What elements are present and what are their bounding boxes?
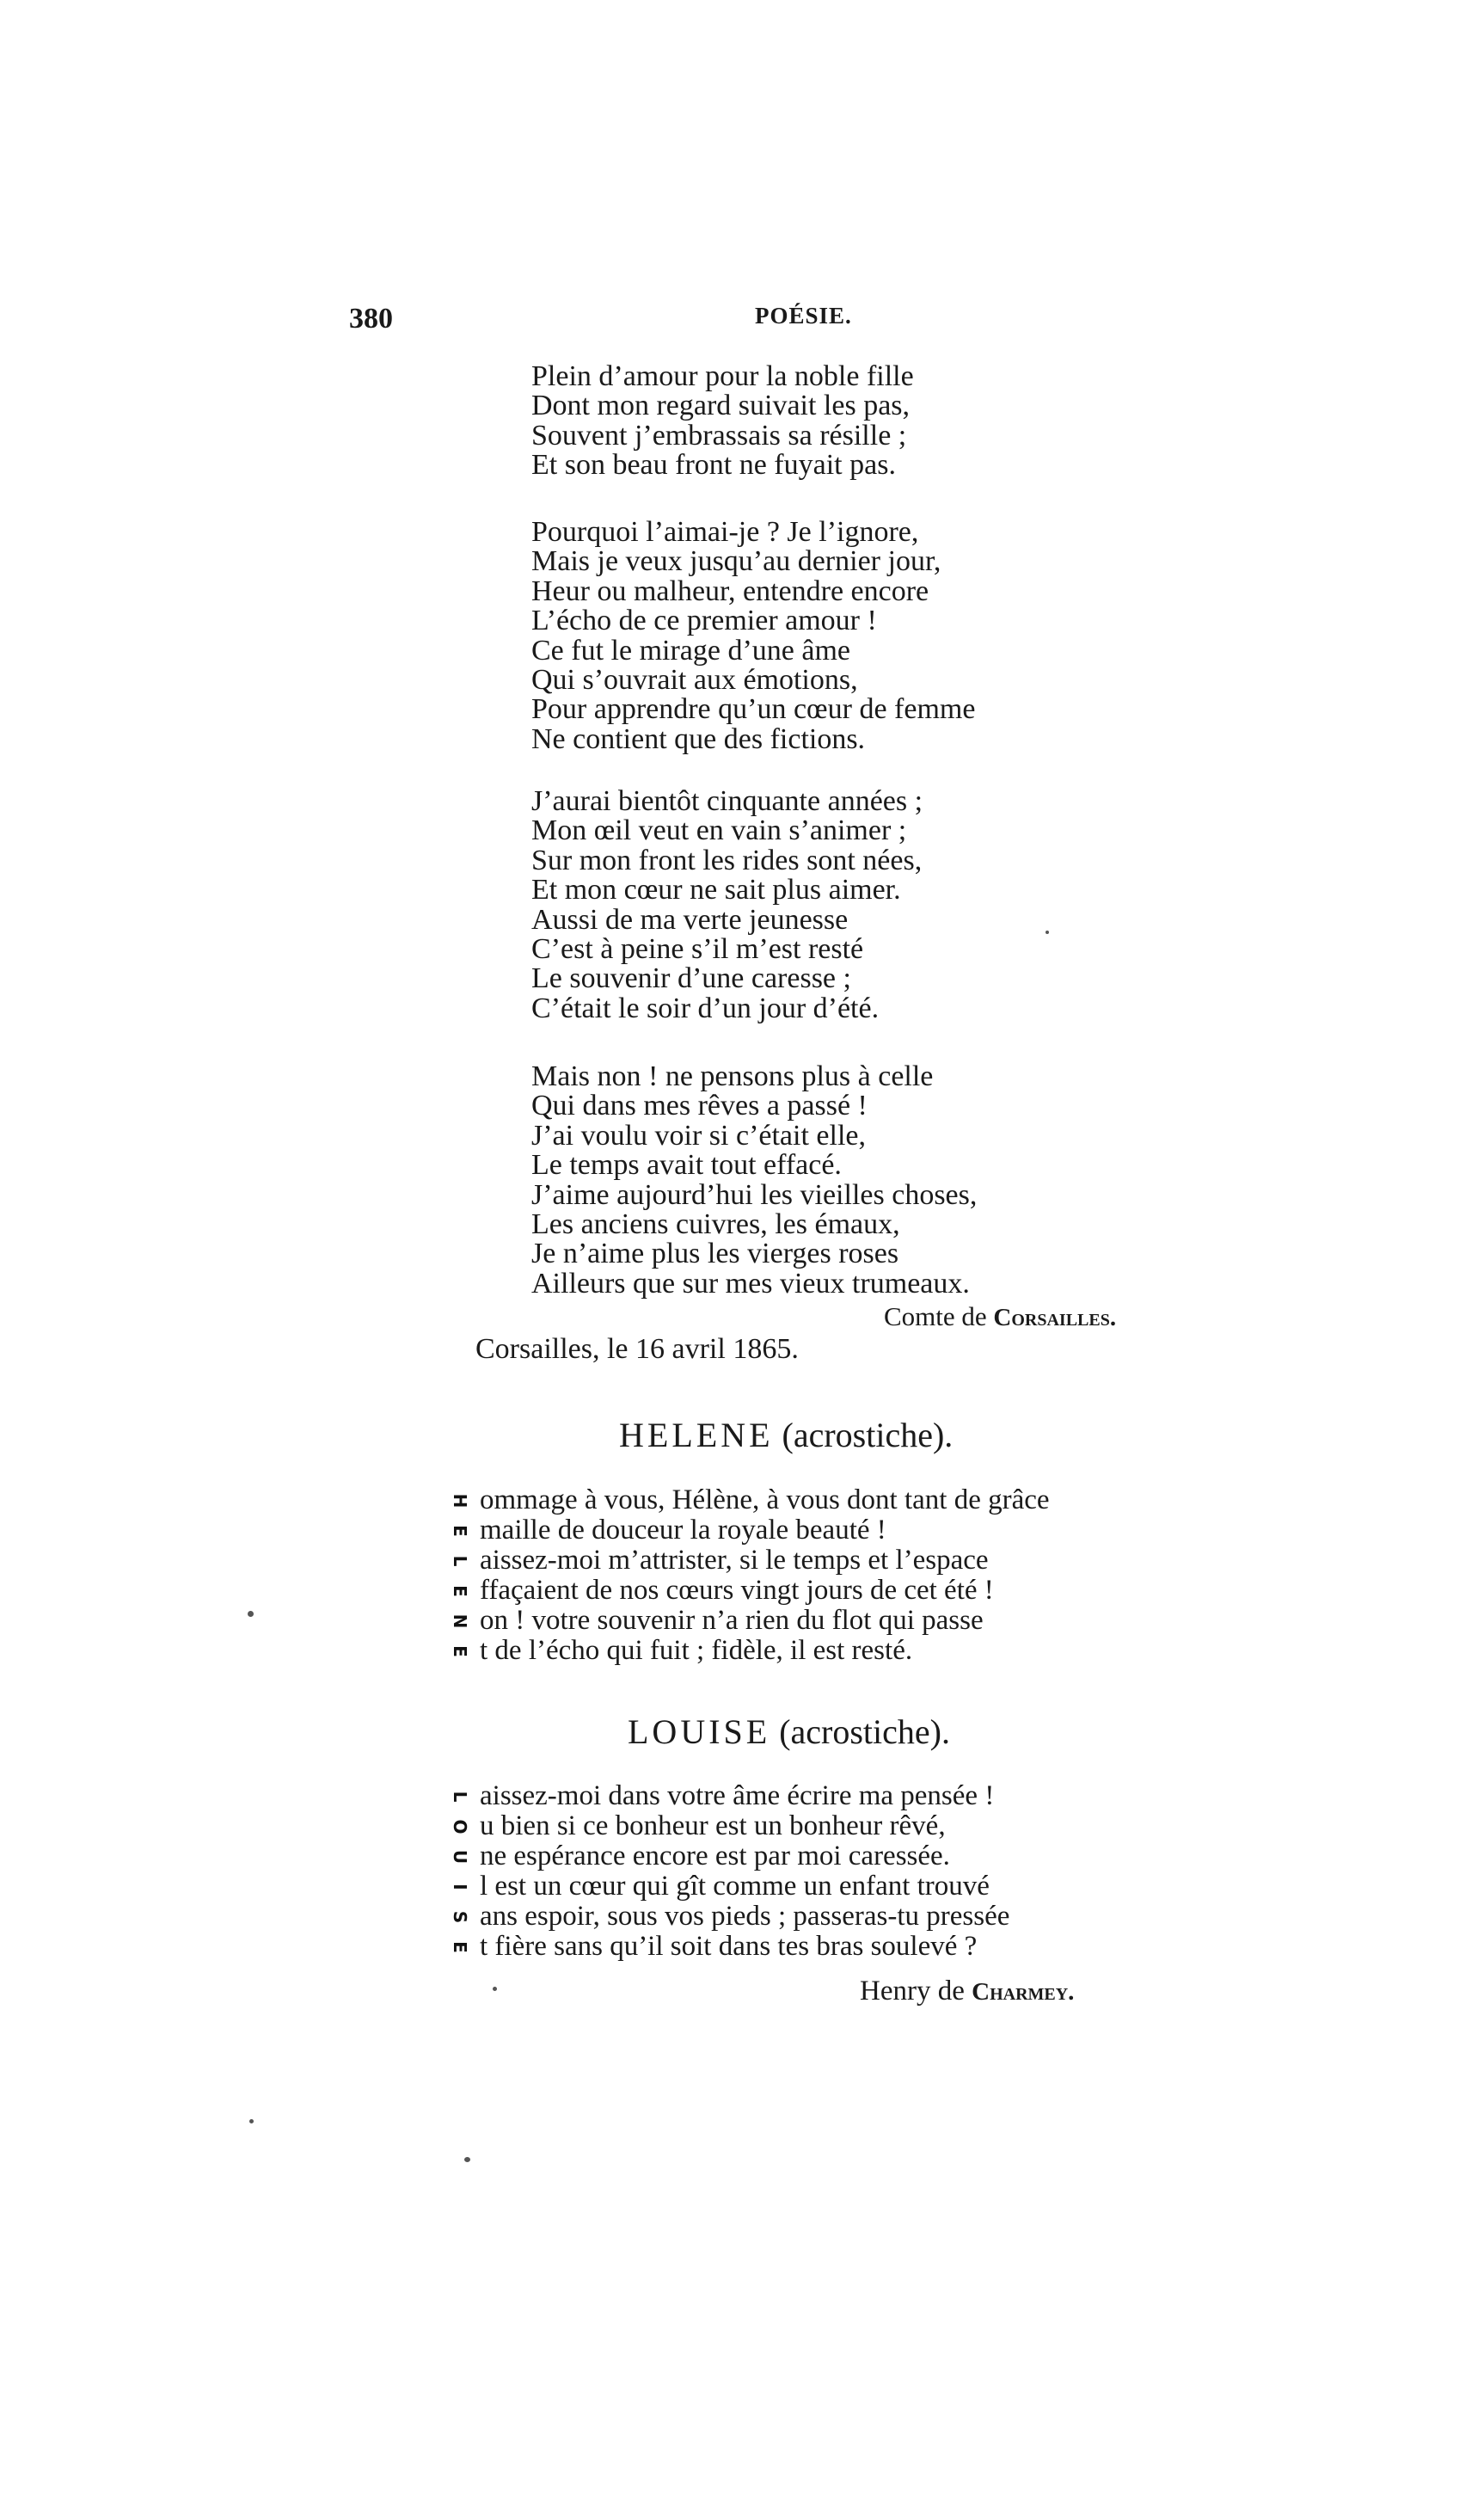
acrostic-line — [449, 1515, 1050, 1546]
poem-stanza-3 — [531, 787, 923, 1023]
acrostic-initial: O — [450, 1818, 470, 1834]
verse-line: Dont mon regard suivait les pas, — [531, 390, 911, 422]
verse-line: Mais non ! ne pensons plus à celle — [531, 1060, 934, 1092]
title-suffix: (acrostiche). — [773, 1416, 954, 1454]
verse-line: Sur mon front les rides sont nées, — [531, 844, 923, 876]
title-name: HELENE — [619, 1416, 774, 1454]
scan-speck — [248, 1611, 254, 1617]
acrostic-initial: E — [450, 1524, 470, 1537]
verse-line: Le souvenir d’une caresse ; — [531, 962, 851, 995]
acrostic-signature — [860, 1976, 1074, 2007]
acrostic-line — [449, 1576, 1050, 1606]
signature-name: Charmey. — [972, 1978, 1075, 2006]
verse-line: Mais je veux jusqu’au dernier jour, — [531, 545, 941, 578]
acrostic-text: ne espérance encore est par moi caressée. — [480, 1841, 950, 1871]
verse-line: Le temps avait tout effacé. — [531, 1149, 842, 1182]
acrostic-text: t de l’écho qui fuit ; fidèle, il est resté. — [480, 1635, 913, 1666]
acrostic-line — [449, 1485, 1050, 1515]
poem-signature — [884, 1301, 1116, 1332]
acrostic-text: aissez-moi m’attrister, si le temps et l’espace — [480, 1545, 989, 1576]
acrostic-line — [449, 1636, 1050, 1666]
verse-line: Et son beau front ne fuyait pas. — [531, 449, 896, 482]
verse-line: Mon œil veut en vain s’animer ; — [531, 814, 907, 847]
poem-stanza-2 — [531, 518, 975, 754]
verse-line: Heur ou malheur, entendre encore — [531, 575, 929, 607]
acrostic-initial: L — [450, 1791, 470, 1802]
verse-line: Ailleurs que sur mes vieux trumeaux. — [531, 1267, 970, 1300]
verse-line: Les anciens cuivres, les émaux, — [531, 1208, 900, 1240]
acrostic-text: maille de douceur la royale beauté ! — [480, 1515, 886, 1546]
acrostic-line — [449, 1932, 1009, 1962]
verse-line: Pourquoi l’aimai-je ? Je l’ignore, — [531, 516, 919, 548]
signature-name: Corsailles. — [993, 1304, 1117, 1331]
verse-line: Plein d’amour pour la noble fille — [531, 360, 914, 392]
verse-line: J’ai voulu voir si c’était elle, — [531, 1119, 866, 1152]
verse-line: Et mon cœur ne sait plus aimer. — [531, 874, 901, 906]
verse-line: J’aime aujourd’hui les vieilles choses, — [531, 1178, 978, 1211]
acrostic-louise — [449, 1781, 1009, 1962]
acrostic-title-helene — [619, 1415, 953, 1455]
acrostic-line — [449, 1606, 1050, 1636]
acrostic-line — [449, 1546, 1050, 1576]
running-title: POÉSIE. — [755, 303, 852, 329]
verse-line: Qui dans mes rêves a passé ! — [531, 1090, 868, 1122]
acrostic-text: t fière sans qu’il soit dans tes bras soulevé ? — [480, 1931, 978, 1962]
page-number: 380 — [349, 303, 393, 335]
verse-line: C’était le soir d’un jour d’été. — [531, 992, 880, 1024]
verse-line: Souvent j’embrassais sa résille ; — [531, 419, 907, 452]
acrostic-text: ommage à vous, Hélène, à vous dont tant de grâce — [480, 1484, 1050, 1515]
signature-prefix: Henry de — [860, 1976, 972, 2006]
scan-speck — [464, 2157, 470, 2162]
acrostic-initial: H — [450, 1493, 470, 1508]
scan-speck — [249, 2119, 254, 2123]
poem-stanza-4 — [531, 1062, 977, 1299]
acrostic-initial: E — [450, 1644, 470, 1657]
verse-line: C’est à peine s’il m’est resté — [531, 932, 864, 965]
acrostic-initial: E — [450, 1584, 470, 1597]
acrostic-helene — [449, 1485, 1050, 1666]
scan-speck — [1046, 931, 1049, 934]
acrostic-initial: L — [450, 1555, 470, 1566]
acrostic-line — [449, 1902, 1009, 1932]
title-name: LOUISE — [628, 1712, 771, 1751]
acrostic-initial: N — [450, 1613, 470, 1628]
verse-line: Je n’aime plus les vierges roses — [531, 1238, 899, 1270]
acrostic-line — [449, 1781, 1009, 1811]
verse-line: Pour apprendre qu’un cœur de femme — [531, 693, 976, 726]
acrostic-initial: S — [450, 1910, 470, 1923]
acrostic-text: l est un cœur qui gît comme un enfant trouvé — [480, 1871, 990, 1902]
acrostic-initial: U — [450, 1849, 470, 1864]
scan-speck — [493, 1987, 497, 1991]
acrostic-text: ffaçaient de nos cœurs vingt jours de cet été ! — [480, 1575, 994, 1606]
signature-prefix: Comte de — [884, 1301, 994, 1331]
poem-dateline: Corsailles, le 16 avril 1865. — [475, 1333, 799, 1365]
acrostic-line — [449, 1841, 1009, 1871]
acrostic-text: u bien si ce bonheur est un bonheur rêvé, — [480, 1810, 946, 1841]
acrostic-title-louise — [628, 1711, 950, 1752]
acrostic-initial: I — [450, 1883, 470, 1890]
acrostic-text: aissez-moi dans votre âme écrire ma pensée ! — [480, 1780, 995, 1811]
poem-stanza-1 — [531, 362, 914, 481]
verse-line: Ce fut le mirage d’une âme — [531, 634, 851, 667]
verse-line: Qui s’ouvrait aux émotions, — [531, 663, 858, 696]
acrostic-initial: E — [450, 1940, 470, 1953]
acrostic-line — [449, 1871, 1009, 1902]
acrostic-line — [449, 1811, 1009, 1841]
acrostic-text: on ! votre souvenir n’a rien du flot qui passe — [480, 1605, 984, 1636]
verse-line: Ne contient que des fictions. — [531, 722, 866, 755]
title-suffix: (acrostiche). — [770, 1712, 950, 1751]
verse-line: J’aurai bientôt cinquante années ; — [531, 785, 923, 817]
verse-line: Aussi de ma verte jeunesse — [531, 903, 849, 936]
acrostic-text: ans espoir, sous vos pieds ; passeras-tu pressée — [480, 1901, 1010, 1932]
verse-line: L’écho de ce premier amour ! — [531, 605, 877, 637]
